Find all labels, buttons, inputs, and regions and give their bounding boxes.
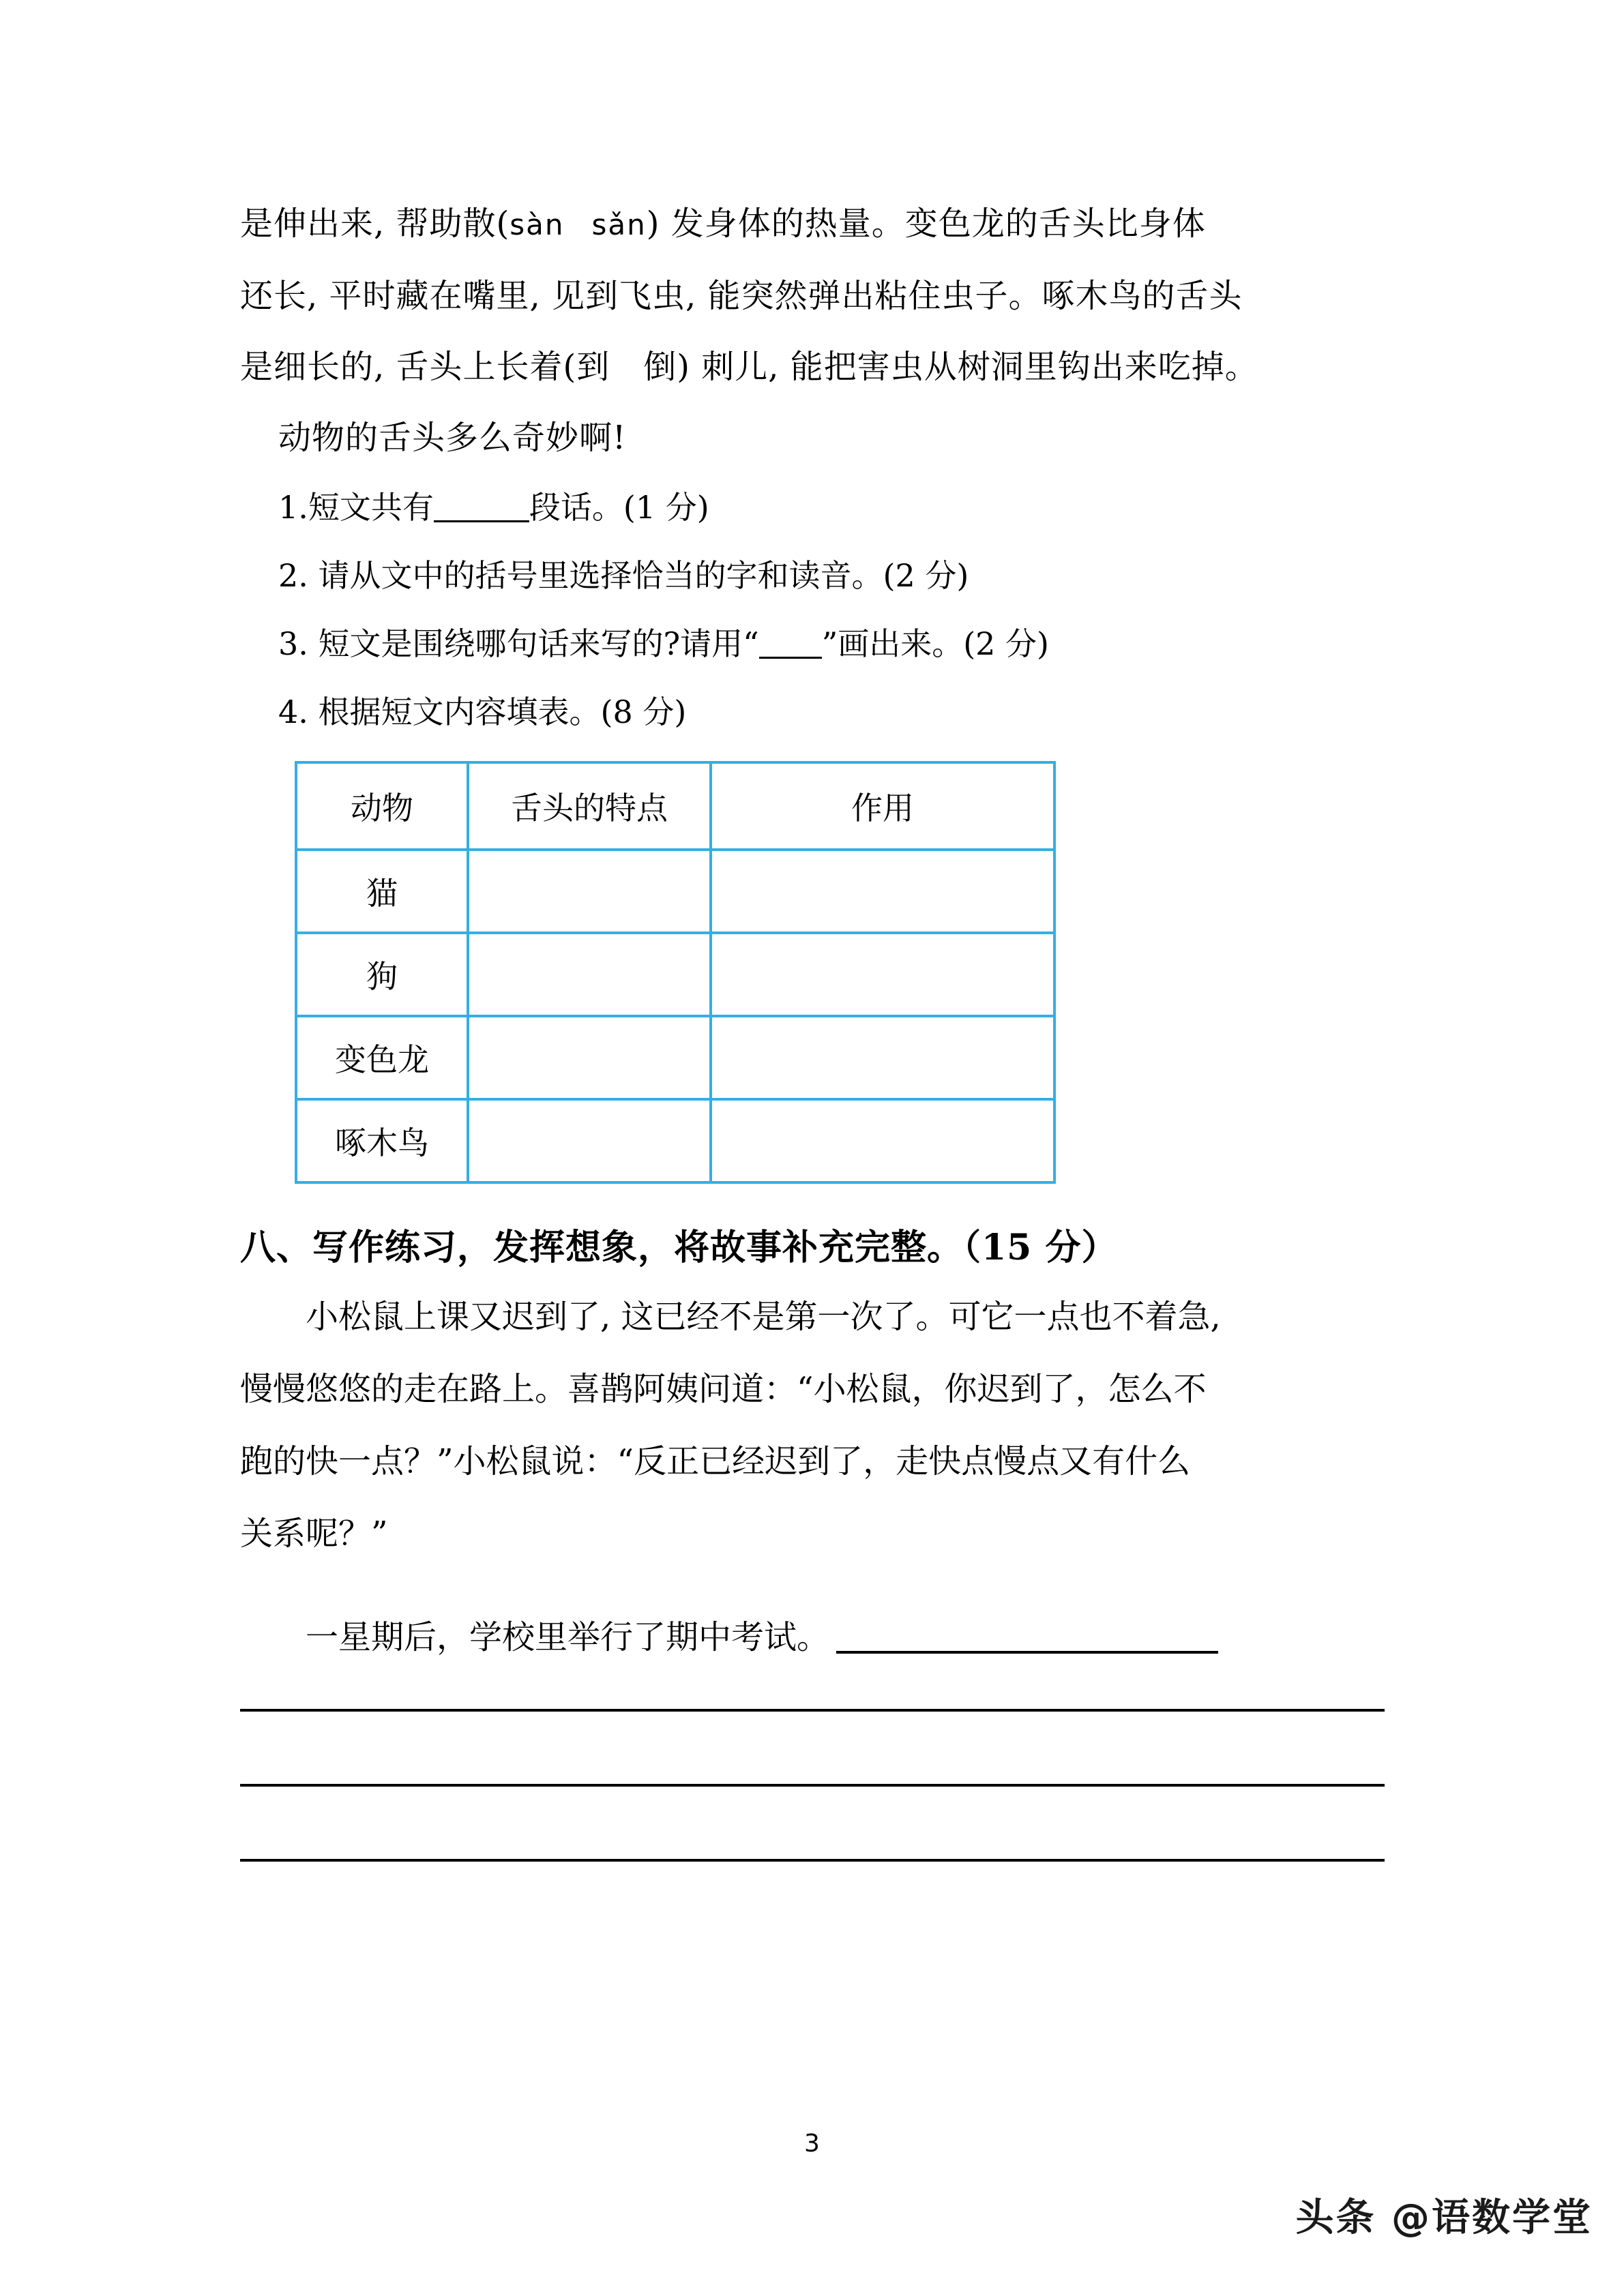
story-block [240,1281,1385,1673]
story-prompt-line [240,1601,1385,1673]
table-cell-use-woodpecker[interactable] [711,1099,1054,1182]
table-cell-animal-chameleon: 变色龙 [296,1016,468,1099]
question-1-number: 1. [278,489,308,526]
page-content [240,188,1385,1862]
page-number: 3 [804,2130,820,2158]
passage-line-2: 还长, 平时藏在嘴里, 见到飞虫, 能突然弹出粘住虫子。啄木鸟的舌头 [240,277,1243,315]
question-1-text-after: 段话。(1 分) [529,489,709,526]
table-row [296,1099,1054,1182]
writing-line-2[interactable] [240,1784,1385,1787]
question-1-text-before: 短文共有 [308,489,434,526]
table-cell-use-chameleon[interactable] [711,1016,1054,1099]
watermark: 头条 @语数学堂 [1295,2196,1593,2240]
question-3-text-before: 3. 短文是围绕哪句话来写的?请用“ [278,625,759,662]
table-cell-animal-woodpecker: 啄木鸟 [296,1099,468,1182]
table-cell-animal-dog: 狗 [296,933,468,1016]
table-cell-feature-cat[interactable] [468,850,711,933]
story-line-4: 关系呢？” [240,1515,388,1553]
table-header-row [296,762,1054,850]
passage-line-1-post: ) 发身体的热量。变色龙的舌头比身体 [646,205,1206,243]
table-header-animal: 动物 [296,762,468,850]
writing-line-1[interactable] [240,1709,1385,1712]
passage-line-3: 是细长的, 舌头上长着(到 倒) 刺儿, 能把害虫从树洞里钩出来吃掉。 [240,348,1258,386]
story-line-3: 跑的快一点？”小松鼠说：“反正已经迟到了，走快点慢点又有什么 [240,1442,1191,1480]
table-header-feature: 舌头的特点 [468,762,711,850]
table-cell-feature-chameleon[interactable] [468,1016,711,1099]
passage-closing-line: 动物的舌头多么奇妙啊! [278,419,627,457]
table-row [296,933,1054,1016]
table-row [296,850,1054,933]
story-line-1: 小松鼠上课又迟到了, 这已经不是第一次了。可它一点也不着急, [306,1298,1221,1336]
question-3-underline-mark [759,657,822,659]
question-3-text-after: ”画出来。(2 分) [821,625,1050,662]
question-2: 2. 请从文中的括号里选择恰当的字和读音。(2 分) [278,557,969,594]
pinyin-san-3: sǎn [591,208,647,241]
table-cell-feature-woodpecker[interactable] [468,1099,711,1182]
question-list [240,473,1385,746]
table-cell-feature-dog[interactable] [468,933,711,1016]
question-1 [240,473,1385,541]
table-header-use: 作用 [711,762,1054,850]
table-cell-animal-cat: 猫 [296,850,468,933]
table-cell-use-cat[interactable] [711,850,1054,933]
fill-table-wrapper [295,761,1385,1184]
table-row [296,1016,1054,1099]
question-1-answer-blank[interactable] [434,520,529,522]
table-cell-use-dog[interactable] [711,933,1054,1016]
writing-lines [240,1709,1385,1862]
animal-tongue-table [295,761,1056,1184]
story-answer-blank-inline[interactable] [836,1651,1218,1654]
story-prompt-text: 一星期后，学校里举行了期中考试。 [306,1618,830,1656]
passage-line-1-pre: 是伸出来, 帮助散( [240,205,510,243]
writing-line-3[interactable] [240,1859,1385,1862]
question-3 [240,610,1385,678]
question-4: 4. 根据短文内容填表。(8 分) [278,694,687,730]
reading-passage [240,188,1385,473]
passage-line-1 [240,188,1385,260]
story-line-2: 慢慢悠悠的走在路上。喜鹊阿姨问道：“小松鼠，你迟到了，怎么不 [240,1370,1207,1408]
section-heading-8: 八、写作练习，发挥想象，将故事补充完整。（15 分） [240,1227,1118,1268]
pinyin-san-4: sàn [510,208,565,241]
